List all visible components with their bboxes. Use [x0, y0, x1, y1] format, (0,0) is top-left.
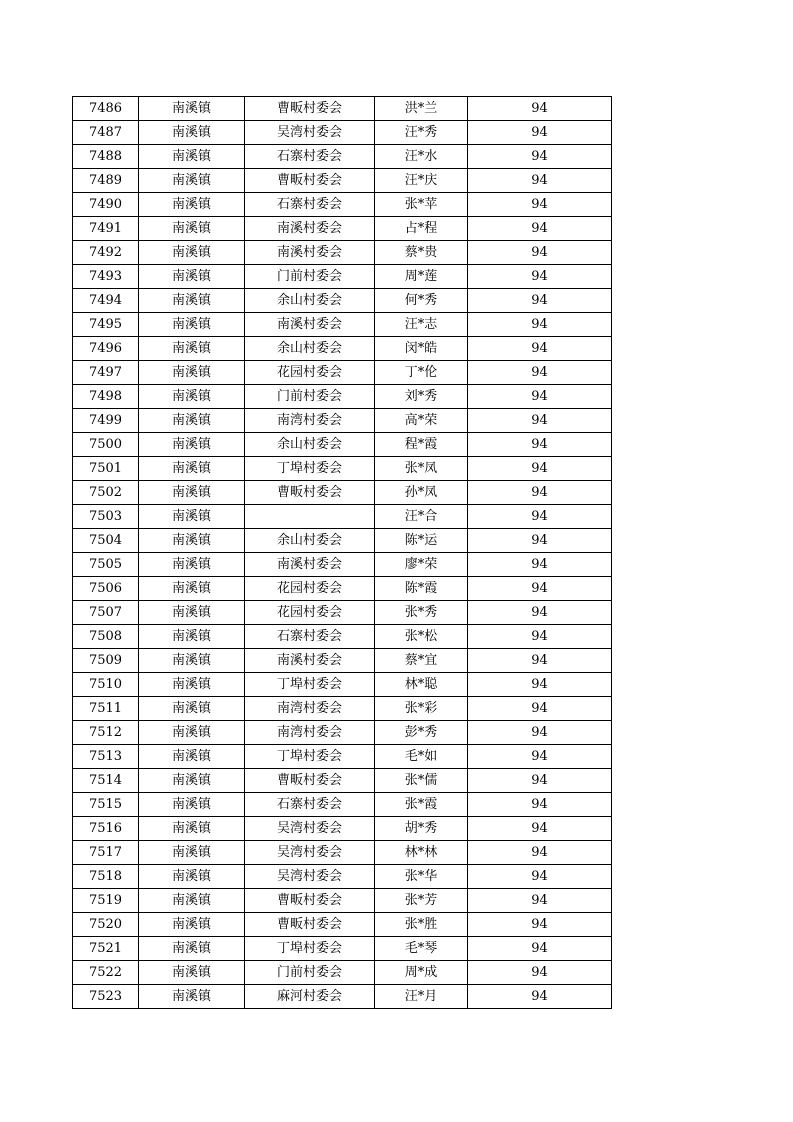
village-cell: 南湾村委会 — [245, 697, 375, 721]
table-row — [73, 769, 612, 793]
table-row — [73, 673, 612, 697]
town-cell: 南溪镇 — [139, 889, 245, 913]
village-cell — [245, 505, 375, 529]
table-row — [73, 385, 612, 409]
town-cell: 南溪镇 — [139, 193, 245, 217]
row-number-cell: 7518 — [73, 865, 139, 889]
person-name-cell: 蔡*贵 — [375, 241, 468, 265]
town-cell: 南溪镇 — [139, 289, 245, 313]
row-number-cell: 7511 — [73, 697, 139, 721]
score-cell: 94 — [468, 745, 612, 769]
row-number-cell: 7505 — [73, 553, 139, 577]
table-row — [73, 529, 612, 553]
score-cell: 94 — [468, 289, 612, 313]
person-name-cell: 毛*如 — [375, 745, 468, 769]
table-row — [73, 577, 612, 601]
score-cell: 94 — [468, 865, 612, 889]
village-cell: 曹畈村委会 — [245, 913, 375, 937]
row-number-cell: 7492 — [73, 241, 139, 265]
row-number-cell: 7487 — [73, 121, 139, 145]
score-cell: 94 — [468, 529, 612, 553]
person-name-cell: 陈*运 — [375, 529, 468, 553]
table-row — [73, 817, 612, 841]
town-cell: 南溪镇 — [139, 841, 245, 865]
row-number-cell: 7491 — [73, 217, 139, 241]
person-name-cell: 彭*秀 — [375, 721, 468, 745]
table-row — [73, 601, 612, 625]
person-name-cell: 张*霞 — [375, 793, 468, 817]
row-number-cell: 7512 — [73, 721, 139, 745]
row-number-cell: 7508 — [73, 625, 139, 649]
score-cell: 94 — [468, 985, 612, 1009]
score-cell: 94 — [468, 913, 612, 937]
table-row — [73, 361, 612, 385]
score-cell: 94 — [468, 145, 612, 169]
town-cell: 南溪镇 — [139, 265, 245, 289]
row-number-cell: 7515 — [73, 793, 139, 817]
row-number-cell: 7513 — [73, 745, 139, 769]
village-cell: 麻河村委会 — [245, 985, 375, 1009]
village-cell: 石寨村委会 — [245, 145, 375, 169]
village-cell: 丁埠村委会 — [245, 745, 375, 769]
score-cell: 94 — [468, 361, 612, 385]
person-name-cell: 张*胜 — [375, 913, 468, 937]
score-cell: 94 — [468, 577, 612, 601]
village-cell: 吴湾村委会 — [245, 121, 375, 145]
person-name-cell: 胡*秀 — [375, 817, 468, 841]
score-cell: 94 — [468, 457, 612, 481]
row-number-cell: 7504 — [73, 529, 139, 553]
row-number-cell: 7503 — [73, 505, 139, 529]
person-name-cell: 丁*伦 — [375, 361, 468, 385]
score-cell: 94 — [468, 841, 612, 865]
village-cell: 吴湾村委会 — [245, 841, 375, 865]
row-number-cell: 7495 — [73, 313, 139, 337]
person-name-cell: 张*秀 — [375, 601, 468, 625]
person-name-cell: 汪*志 — [375, 313, 468, 337]
town-cell: 南溪镇 — [139, 313, 245, 337]
village-cell: 南溪村委会 — [245, 241, 375, 265]
table-row — [73, 793, 612, 817]
table-row — [73, 553, 612, 577]
table-row — [73, 409, 612, 433]
town-cell: 南溪镇 — [139, 673, 245, 697]
town-cell: 南溪镇 — [139, 97, 245, 121]
village-cell: 余山村委会 — [245, 289, 375, 313]
village-cell: 花园村委会 — [245, 601, 375, 625]
score-cell: 94 — [468, 241, 612, 265]
person-name-cell: 程*霞 — [375, 433, 468, 457]
town-cell: 南溪镇 — [139, 985, 245, 1009]
row-number-cell: 7519 — [73, 889, 139, 913]
score-cell: 94 — [468, 793, 612, 817]
row-number-cell: 7498 — [73, 385, 139, 409]
village-cell: 石寨村委会 — [245, 793, 375, 817]
table-row — [73, 313, 612, 337]
score-cell: 94 — [468, 409, 612, 433]
table-row — [73, 193, 612, 217]
row-number-cell: 7501 — [73, 457, 139, 481]
village-cell: 门前村委会 — [245, 961, 375, 985]
person-name-cell: 林*聪 — [375, 673, 468, 697]
score-cell: 94 — [468, 505, 612, 529]
town-cell: 南溪镇 — [139, 217, 245, 241]
score-cell: 94 — [468, 889, 612, 913]
row-number-cell: 7493 — [73, 265, 139, 289]
score-cell: 94 — [468, 385, 612, 409]
table-row — [73, 97, 612, 121]
village-cell: 南湾村委会 — [245, 721, 375, 745]
person-name-cell: 张*凤 — [375, 457, 468, 481]
person-name-cell: 汪*秀 — [375, 121, 468, 145]
row-number-cell: 7500 — [73, 433, 139, 457]
village-cell: 余山村委会 — [245, 337, 375, 361]
town-cell: 南溪镇 — [139, 457, 245, 481]
village-cell: 南溪村委会 — [245, 553, 375, 577]
town-cell: 南溪镇 — [139, 625, 245, 649]
town-cell: 南溪镇 — [139, 241, 245, 265]
roster-table — [72, 96, 612, 1009]
score-cell: 94 — [468, 265, 612, 289]
person-name-cell: 占*程 — [375, 217, 468, 241]
village-cell: 南溪村委会 — [245, 217, 375, 241]
town-cell: 南溪镇 — [139, 649, 245, 673]
table-row — [73, 937, 612, 961]
person-name-cell: 汪*月 — [375, 985, 468, 1009]
town-cell: 南溪镇 — [139, 409, 245, 433]
score-cell: 94 — [468, 721, 612, 745]
village-cell: 丁埠村委会 — [245, 457, 375, 481]
row-number-cell: 7489 — [73, 169, 139, 193]
row-number-cell: 7502 — [73, 481, 139, 505]
town-cell: 南溪镇 — [139, 913, 245, 937]
table-row — [73, 721, 612, 745]
person-name-cell: 闵*皓 — [375, 337, 468, 361]
village-cell: 门前村委会 — [245, 385, 375, 409]
table-row — [73, 505, 612, 529]
person-name-cell: 陈*霞 — [375, 577, 468, 601]
village-cell: 吴湾村委会 — [245, 865, 375, 889]
table-row — [73, 625, 612, 649]
list-sheet — [72, 96, 612, 1009]
person-name-cell: 张*华 — [375, 865, 468, 889]
town-cell: 南溪镇 — [139, 865, 245, 889]
score-cell: 94 — [468, 433, 612, 457]
village-cell: 曹畈村委会 — [245, 889, 375, 913]
town-cell: 南溪镇 — [139, 481, 245, 505]
village-cell: 曹畈村委会 — [245, 481, 375, 505]
town-cell: 南溪镇 — [139, 577, 245, 601]
village-cell: 石寨村委会 — [245, 193, 375, 217]
table-row — [73, 337, 612, 361]
town-cell: 南溪镇 — [139, 961, 245, 985]
person-name-cell: 张*儒 — [375, 769, 468, 793]
row-number-cell: 7516 — [73, 817, 139, 841]
table-row — [73, 145, 612, 169]
town-cell: 南溪镇 — [139, 433, 245, 457]
row-number-cell: 7517 — [73, 841, 139, 865]
score-cell: 94 — [468, 553, 612, 577]
table-row — [73, 433, 612, 457]
town-cell: 南溪镇 — [139, 169, 245, 193]
table-row — [73, 961, 612, 985]
score-cell: 94 — [468, 97, 612, 121]
table-row — [73, 217, 612, 241]
table-row — [73, 289, 612, 313]
person-name-cell: 洪*兰 — [375, 97, 468, 121]
row-number-cell: 7499 — [73, 409, 139, 433]
village-cell: 曹畈村委会 — [245, 769, 375, 793]
village-cell: 余山村委会 — [245, 529, 375, 553]
person-name-cell: 孙*凤 — [375, 481, 468, 505]
score-cell: 94 — [468, 961, 612, 985]
person-name-cell: 林*林 — [375, 841, 468, 865]
town-cell: 南溪镇 — [139, 793, 245, 817]
town-cell: 南溪镇 — [139, 745, 245, 769]
town-cell: 南溪镇 — [139, 385, 245, 409]
row-number-cell: 7510 — [73, 673, 139, 697]
row-number-cell: 7496 — [73, 337, 139, 361]
town-cell: 南溪镇 — [139, 121, 245, 145]
row-number-cell: 7523 — [73, 985, 139, 1009]
town-cell: 南溪镇 — [139, 337, 245, 361]
village-cell: 花园村委会 — [245, 577, 375, 601]
table-row — [73, 913, 612, 937]
town-cell: 南溪镇 — [139, 145, 245, 169]
table-row — [73, 697, 612, 721]
row-number-cell: 7521 — [73, 937, 139, 961]
row-number-cell: 7514 — [73, 769, 139, 793]
row-number-cell: 7522 — [73, 961, 139, 985]
town-cell: 南溪镇 — [139, 697, 245, 721]
village-cell: 余山村委会 — [245, 433, 375, 457]
village-cell: 丁埠村委会 — [245, 937, 375, 961]
town-cell: 南溪镇 — [139, 817, 245, 841]
score-cell: 94 — [468, 193, 612, 217]
row-number-cell: 7520 — [73, 913, 139, 937]
person-name-cell: 何*秀 — [375, 289, 468, 313]
row-number-cell: 7507 — [73, 601, 139, 625]
table-row — [73, 649, 612, 673]
person-name-cell: 毛*琴 — [375, 937, 468, 961]
table-body — [73, 97, 612, 1009]
person-name-cell: 高*荣 — [375, 409, 468, 433]
village-cell: 曹畈村委会 — [245, 97, 375, 121]
person-name-cell: 汪*水 — [375, 145, 468, 169]
table-row — [73, 841, 612, 865]
row-number-cell: 7490 — [73, 193, 139, 217]
table-row — [73, 121, 612, 145]
score-cell: 94 — [468, 817, 612, 841]
row-number-cell: 7488 — [73, 145, 139, 169]
score-cell: 94 — [468, 769, 612, 793]
score-cell: 94 — [468, 937, 612, 961]
score-cell: 94 — [468, 121, 612, 145]
town-cell: 南溪镇 — [139, 361, 245, 385]
table-row — [73, 241, 612, 265]
row-number-cell: 7494 — [73, 289, 139, 313]
person-name-cell: 张*苹 — [375, 193, 468, 217]
village-cell: 南溪村委会 — [245, 649, 375, 673]
person-name-cell: 汪*庆 — [375, 169, 468, 193]
score-cell: 94 — [468, 337, 612, 361]
person-name-cell: 汪*合 — [375, 505, 468, 529]
town-cell: 南溪镇 — [139, 769, 245, 793]
person-name-cell: 廖*荣 — [375, 553, 468, 577]
score-cell: 94 — [468, 673, 612, 697]
person-name-cell: 周*成 — [375, 961, 468, 985]
score-cell: 94 — [468, 649, 612, 673]
village-cell: 石寨村委会 — [245, 625, 375, 649]
score-cell: 94 — [468, 313, 612, 337]
table-row — [73, 889, 612, 913]
person-name-cell: 张*彩 — [375, 697, 468, 721]
score-cell: 94 — [468, 169, 612, 193]
town-cell: 南溪镇 — [139, 505, 245, 529]
village-cell: 南溪村委会 — [245, 313, 375, 337]
row-number-cell: 7497 — [73, 361, 139, 385]
village-cell: 门前村委会 — [245, 265, 375, 289]
person-name-cell: 张*芳 — [375, 889, 468, 913]
table-row — [73, 457, 612, 481]
row-number-cell: 7506 — [73, 577, 139, 601]
person-name-cell: 张*松 — [375, 625, 468, 649]
score-cell: 94 — [468, 601, 612, 625]
person-name-cell: 蔡*宜 — [375, 649, 468, 673]
village-cell: 曹畈村委会 — [245, 169, 375, 193]
table-row — [73, 985, 612, 1009]
village-cell: 吴湾村委会 — [245, 817, 375, 841]
town-cell: 南溪镇 — [139, 529, 245, 553]
table-row — [73, 745, 612, 769]
town-cell: 南溪镇 — [139, 553, 245, 577]
table-row — [73, 865, 612, 889]
score-cell: 94 — [468, 217, 612, 241]
town-cell: 南溪镇 — [139, 601, 245, 625]
row-number-cell: 7509 — [73, 649, 139, 673]
score-cell: 94 — [468, 625, 612, 649]
score-cell: 94 — [468, 697, 612, 721]
table-row — [73, 481, 612, 505]
person-name-cell: 周*莲 — [375, 265, 468, 289]
village-cell: 南湾村委会 — [245, 409, 375, 433]
table-row — [73, 265, 612, 289]
town-cell: 南溪镇 — [139, 937, 245, 961]
row-number-cell: 7486 — [73, 97, 139, 121]
table-row — [73, 169, 612, 193]
score-cell: 94 — [468, 481, 612, 505]
person-name-cell: 刘*秀 — [375, 385, 468, 409]
village-cell: 丁埠村委会 — [245, 673, 375, 697]
village-cell: 花园村委会 — [245, 361, 375, 385]
town-cell: 南溪镇 — [139, 721, 245, 745]
